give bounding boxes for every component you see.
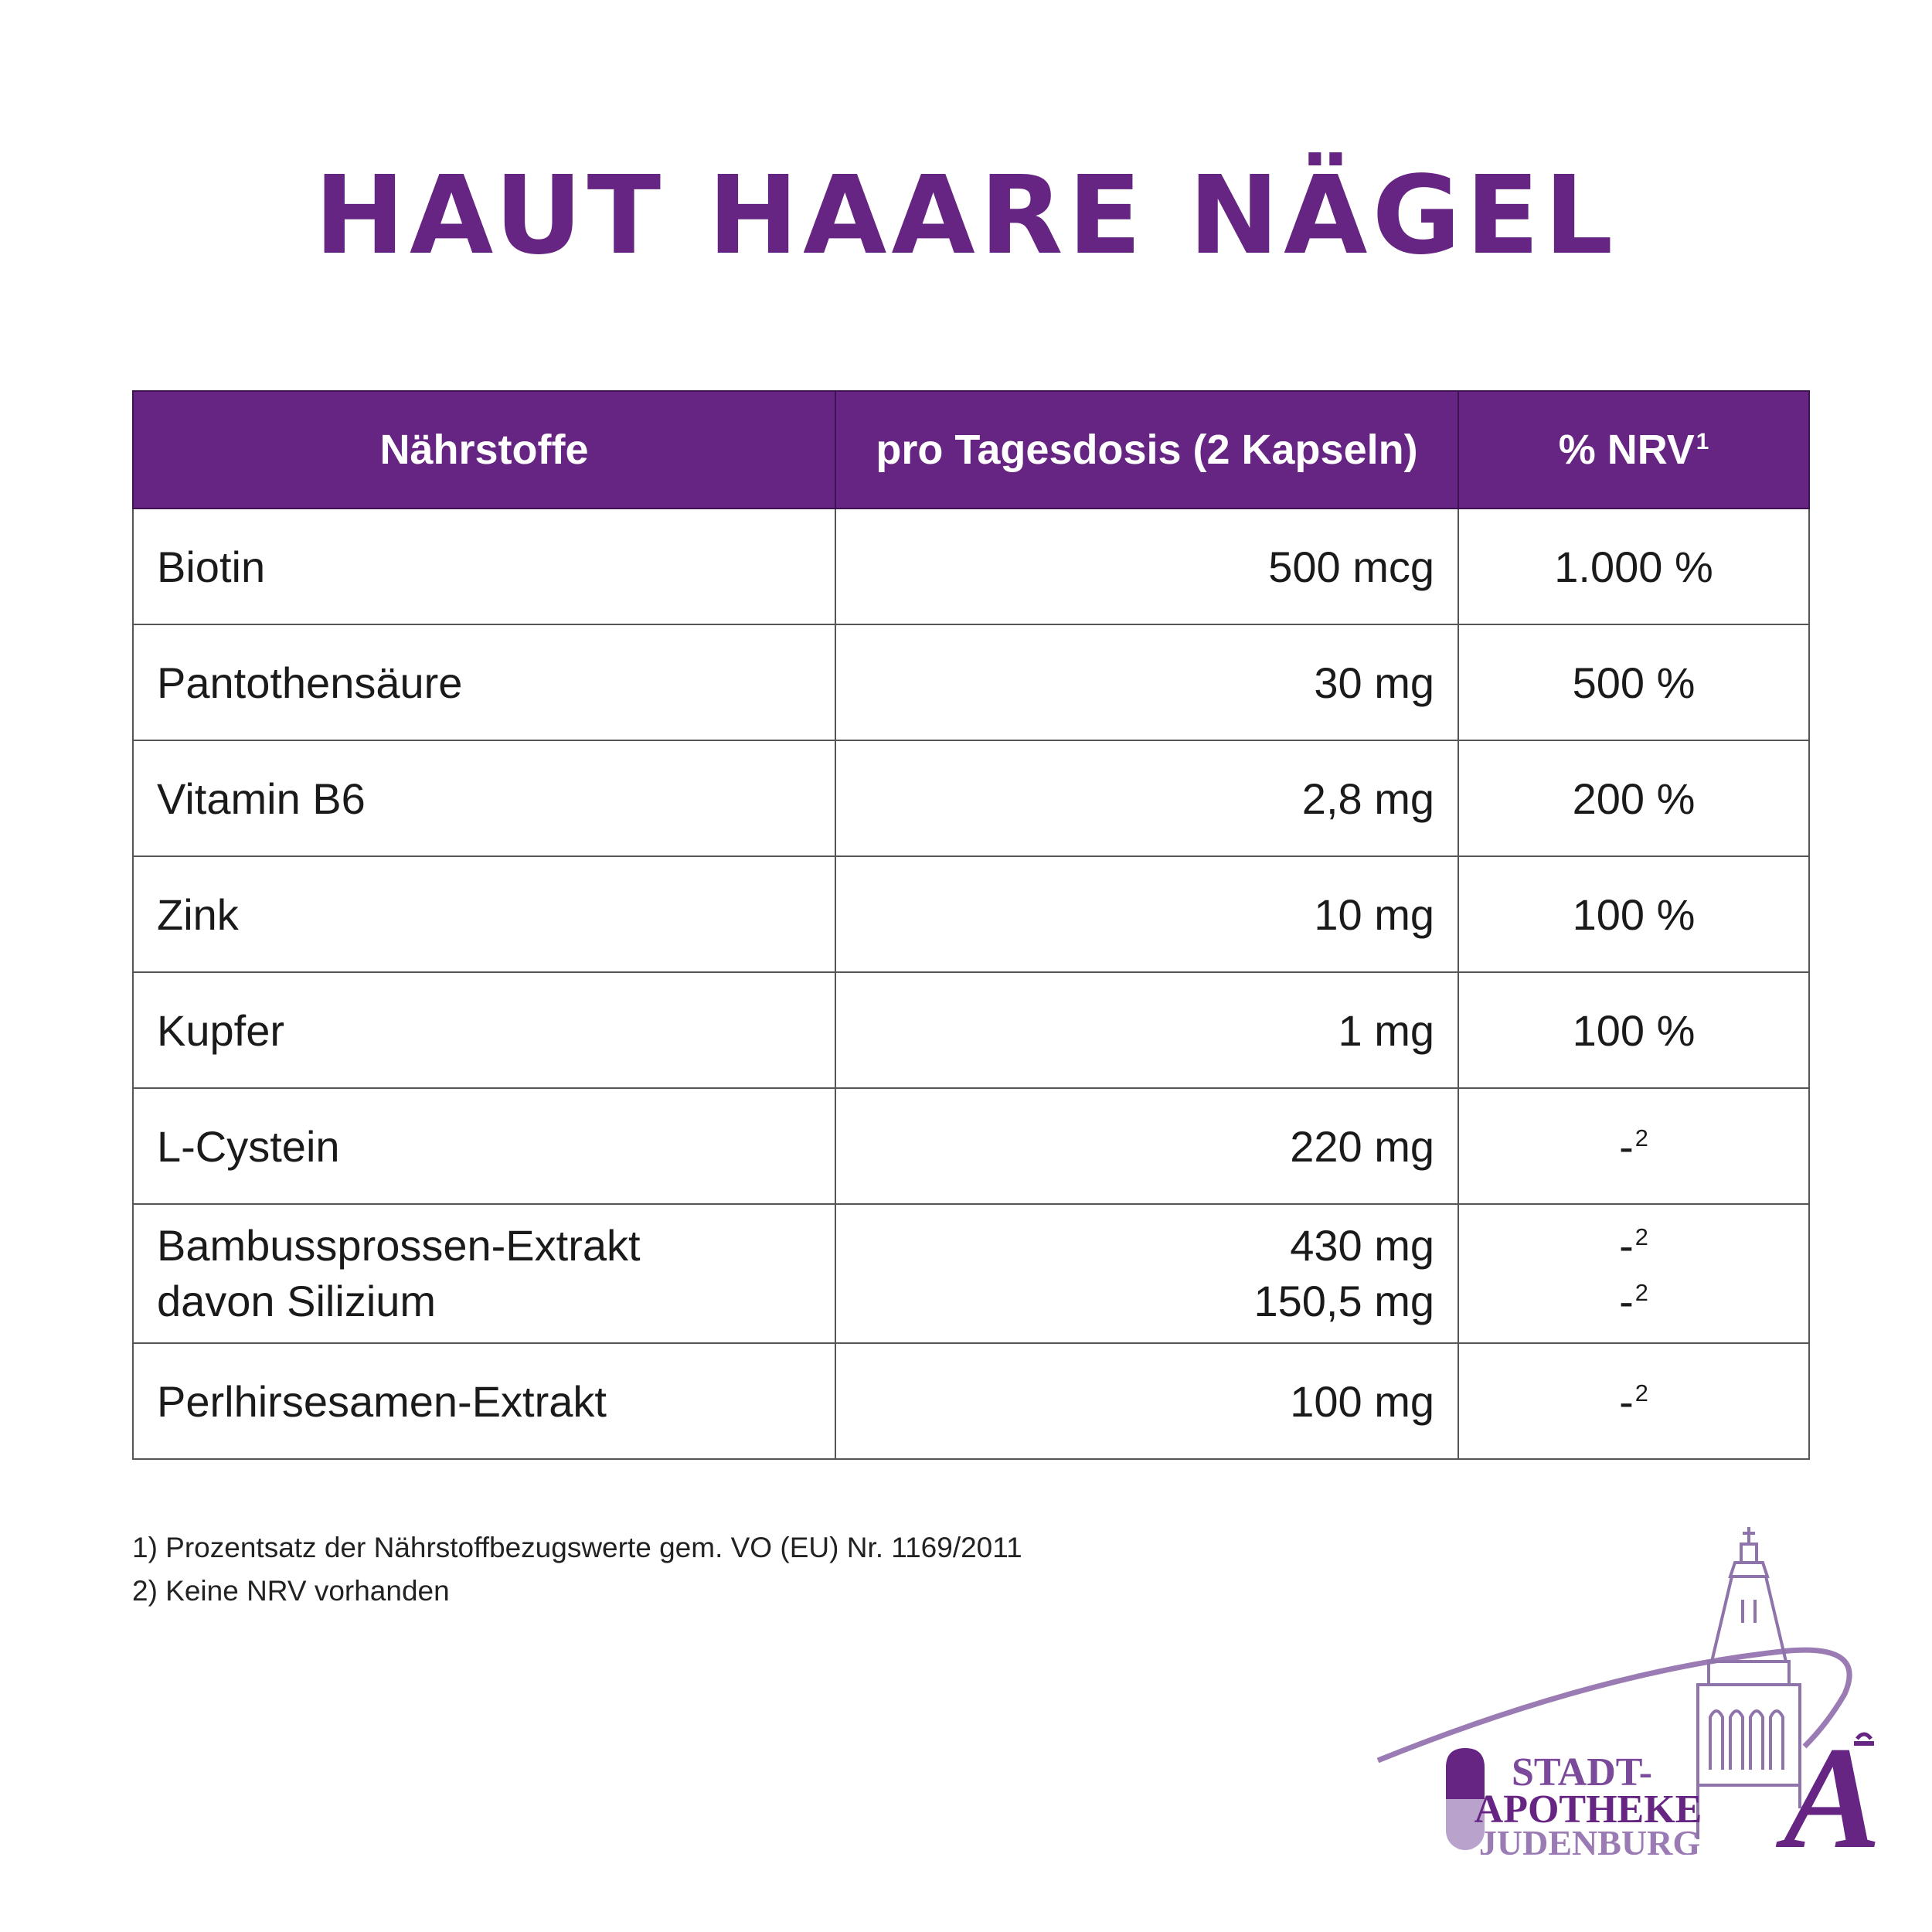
nrv-footnote: 2 [1634, 1223, 1648, 1251]
footnotes [132, 1526, 1022, 1613]
nutrient-name: Pantothensäure [133, 624, 835, 740]
header-tagesdosis: pro Tagesdosis (2 Kapseln) [835, 391, 1458, 509]
logo-text-apotheke: APOTHEKE [1474, 1787, 1702, 1832]
header-nrv [1458, 391, 1809, 509]
logo-arc [1378, 1650, 1849, 1760]
nutrient-nrv: 200 % [1458, 740, 1809, 856]
nutrient-dose: 1 mg [835, 972, 1458, 1088]
header-naehrstoffe: Nährstoffe [133, 391, 835, 509]
nutrient-subdose: 150,5 mg [1253, 1277, 1434, 1325]
nrv-dash: - [1619, 1221, 1634, 1270]
logo-text-judenburg: JUDENBURG [1478, 1823, 1701, 1855]
nutrient-dose: 2,8 mg [835, 740, 1458, 856]
nrv-footnote: 2 [1634, 1124, 1648, 1151]
nutrient-name: Zink [133, 856, 835, 972]
nutrient-nrv: 1.000 % [1458, 509, 1809, 624]
nrv-footnote: 2 [1634, 1279, 1648, 1307]
nutrient-dose: 10 mg [835, 856, 1458, 972]
nutrient-dose: 500 mcg [835, 509, 1458, 624]
nrv-dash: - [1619, 1121, 1634, 1171]
nutrient-name-cell [133, 1204, 835, 1343]
nutrient-nrv [1458, 1088, 1809, 1204]
table-row [133, 1204, 1809, 1343]
nutrient-name: Biotin [133, 509, 835, 624]
footnote-2: 2) Keine NRV vorhanden [132, 1575, 450, 1607]
nutrient-name: Kupfer [133, 972, 835, 1088]
nutrient-nrv [1459, 1218, 1808, 1274]
nutrient-name: L-Cystein [133, 1088, 835, 1204]
nutrient-name: Perlhirsesamen-Extrakt [133, 1343, 835, 1459]
nutrient-dose: 100 mg [835, 1343, 1458, 1459]
table-row [133, 1088, 1809, 1204]
nrv-dash: - [1619, 1277, 1634, 1325]
nutrient-name: Vitamin B6 [133, 740, 835, 856]
table-row [133, 856, 1809, 972]
nrv-dash: - [1619, 1376, 1634, 1426]
table-row [133, 624, 1809, 740]
pharmacy-logo [1372, 1515, 1897, 1855]
logo-text-stadt: STADT- [1511, 1750, 1653, 1794]
nutrient-dose: 30 mg [835, 624, 1458, 740]
header-nrv-label: % NRV [1558, 427, 1695, 473]
nutrient-nrv: 500 % [1458, 624, 1809, 740]
nutrient-dose: 430 mg [1290, 1221, 1434, 1270]
table-row [133, 509, 1809, 624]
nutrient-subname: davon Silizium [157, 1277, 437, 1325]
pharmacy-a-letter: A [1783, 1717, 1882, 1855]
table-header-row [133, 391, 1809, 509]
nutrient-dose: 220 mg [835, 1088, 1458, 1204]
nutrient-nrv-cell [1458, 1204, 1809, 1343]
table-row [133, 740, 1809, 856]
header-nrv-footnote: 1 [1696, 429, 1709, 454]
nutrient-table [132, 390, 1810, 1460]
nutrient-nrv: 100 % [1458, 856, 1809, 972]
nutrient-dose-cell [835, 1204, 1458, 1343]
pharmacy-a-mark [1776, 1717, 1882, 1855]
nutrient-nrv [1458, 1343, 1809, 1459]
nutrient-name: Bambussprossen-Extrakt [157, 1221, 641, 1270]
nutrient-subnrv [1459, 1274, 1808, 1329]
footnote-1: 1) Prozentsatz der Nährstoffbezugswerte gem. VO (EU) Nr. 1169/2011 [132, 1532, 1022, 1563]
nutrient-nrv: 100 % [1458, 972, 1809, 1088]
page-title: HAUT HAARE NÄGEL [314, 153, 1618, 279]
table-row [133, 1343, 1809, 1459]
table-row [133, 972, 1809, 1088]
nrv-footnote: 2 [1634, 1379, 1648, 1406]
